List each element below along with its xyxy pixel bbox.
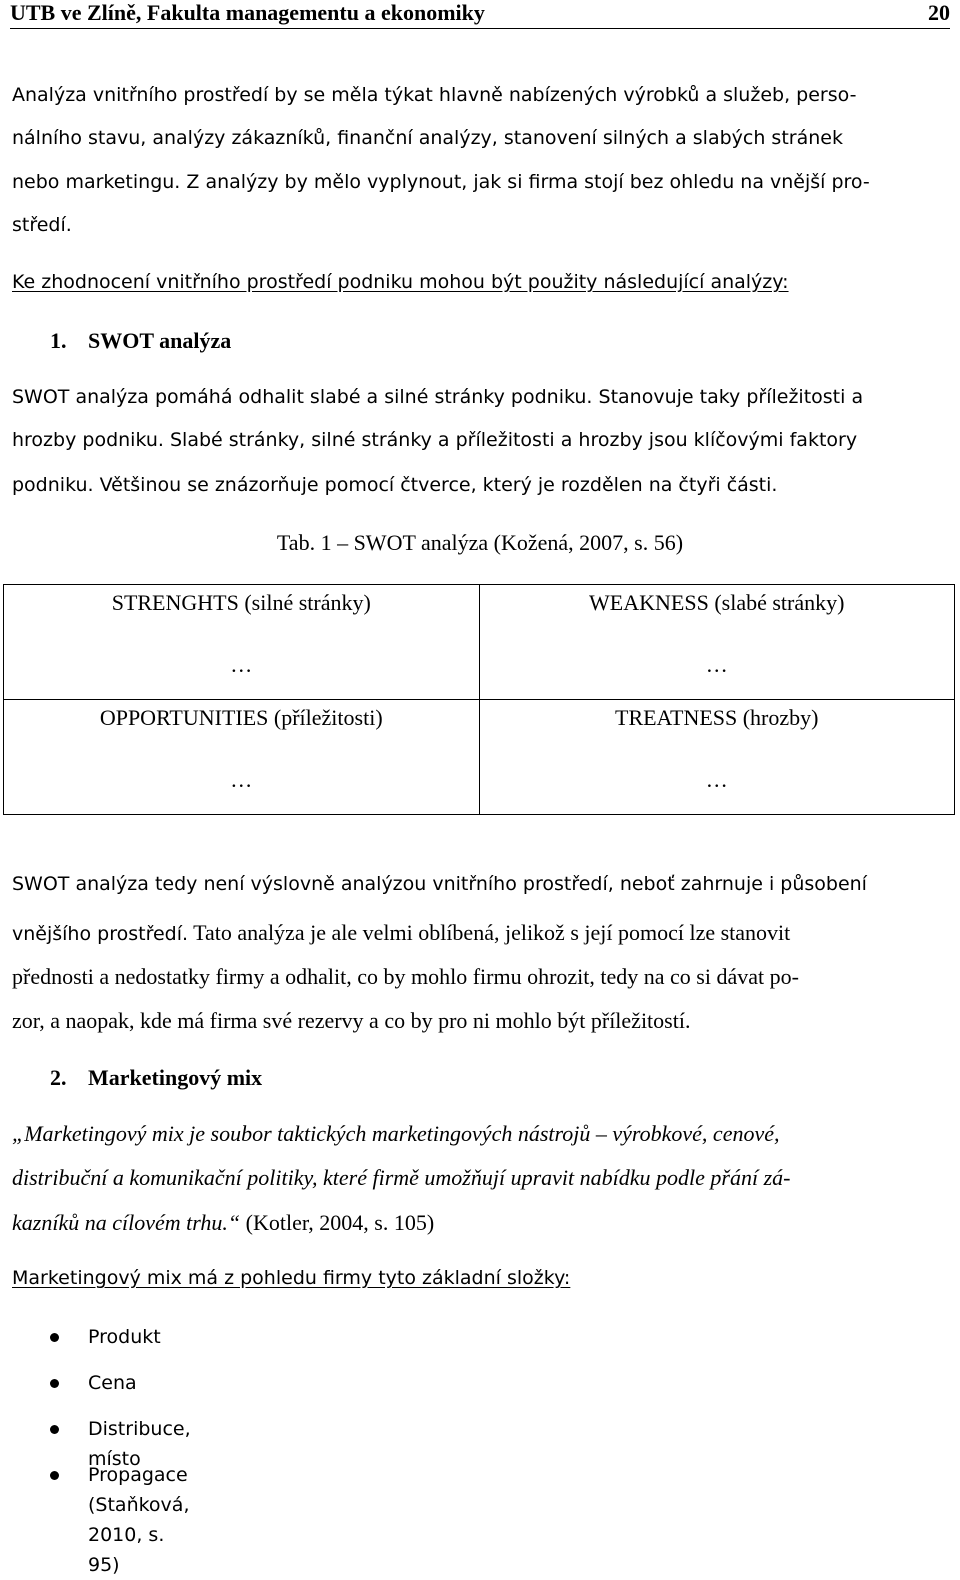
swot-cell-threats [479, 700, 955, 815]
mix-intro-text: Marketingový mix má z pohledu firmy tyto základní složky: [12, 1267, 571, 1289]
swot-ellipsis: … [705, 767, 728, 792]
list-item-text: Cena [88, 1372, 137, 1394]
conclusion-line-mixed [12, 920, 948, 946]
list-item-text: Produkt [88, 1326, 161, 1348]
swot-label: WEAKNESS (slabé stránky) [589, 590, 845, 615]
conclusion-fragment: vnějšího prostředí. [12, 923, 189, 945]
list-item-text: Distribuce, místo [88, 1418, 191, 1470]
section-number: 1. [50, 328, 67, 353]
swot-table [3, 584, 955, 815]
analyses-intro-text: Ke zhodnocení vnitřního prostředí podniku mohou být použity následující analýzy: [12, 271, 789, 293]
bullet-icon [50, 1425, 59, 1434]
quote-line: „Marketingový mix je soubor taktických marketingových nástrojů – výrobkové, cenové, [12, 1121, 780, 1146]
swot-label: TREATNESS (hrozby) [615, 705, 819, 730]
intro-line: Analýza vnitřního prostředí by se měla týkat hlavně nabízených výrobků a služeb, perso- [12, 84, 857, 106]
intro-line: středí. [12, 214, 72, 236]
swot-label: STRENGHTS (silné stránky) [111, 590, 371, 615]
swot-cell-weaknesses [479, 585, 955, 700]
swot-ellipsis: … [230, 767, 253, 792]
swot-label: OPPORTUNITIES (příležitosti) [99, 705, 383, 730]
conclusion-line: zor, a naopak, kde má firma své rezervy a co by pro ni mohlo být příležitostí. [12, 1008, 691, 1033]
bullet-icon [50, 1471, 59, 1480]
bullet-icon [50, 1379, 59, 1388]
intro-line: nálního stavu, analýzy zákazníků, finanční analýzy, stanovení silných a slabých stránek [12, 127, 843, 149]
analyses-intro [12, 271, 948, 293]
quote-citation: (Kotler, 2004, s. 105) [240, 1210, 435, 1235]
quote-line-final [12, 1210, 948, 1236]
swot-ellipsis: … [705, 652, 728, 677]
header-title: UTB ve Zlíně, Fakulta managementu a ekonomiky [10, 0, 485, 25]
conclusion-fragment: Tato analýza je ale velmi oblíbená, jelikož s její pomocí lze stanovit [188, 920, 791, 945]
quote-line: distribuční a komunikační politiky, které firmě umožňují upravit nabídku podle přání zá- [12, 1165, 791, 1190]
page-header [10, 0, 950, 29]
section-title: Marketingový mix [88, 1065, 263, 1090]
table-caption: Tab. 1 – SWOT analýza (Kožená, 2007, s. 56) [276, 530, 684, 555]
mix-intro [12, 1267, 948, 1289]
bullet-icon [50, 1333, 59, 1342]
page-number: 20 [928, 0, 950, 25]
section-number: 2. [50, 1065, 67, 1090]
swot-cell-opportunities [4, 700, 480, 815]
swot-line: podniku. Většinou se znázorňuje pomocí čtverce, který je rozdělen na čtyři části. [12, 474, 778, 496]
section-title: SWOT analýza [88, 328, 232, 353]
list-item-text: Propagace (Staňková, 2010, s. 95) [88, 1464, 190, 1576]
quote-fragment: kazníků na cílovém trhu.“ [12, 1210, 241, 1235]
conclusion-line: přednosti a nedostatky firmy a odhalit, co by mohlo firmu ohrozit, tedy na co si dávat po- [12, 964, 799, 989]
swot-line: hrozby podniku. Slabé stránky, silné stránky a příležitosti a hrozby jsou klíčovými faktory [12, 429, 858, 451]
section-heading-swot [50, 328, 231, 354]
swot-ellipsis: … [230, 652, 253, 677]
swot-cell-strengths [4, 585, 480, 700]
swot-line: SWOT analýza pomáhá odhalit slabé a silné stránky podniku. Stanovuje taky příležitosti a [12, 386, 864, 408]
intro-line: nebo marketingu. Z analýzy by mělo vyplynout, jak si firma stojí bez ohledu na vnější pro- [12, 171, 870, 193]
section-heading-marketing-mix [50, 1065, 262, 1091]
conclusion-line: SWOT analýza tedy není výslovně analýzou vnitřního prostředí, neboť zahrnuje i působení [12, 873, 867, 895]
